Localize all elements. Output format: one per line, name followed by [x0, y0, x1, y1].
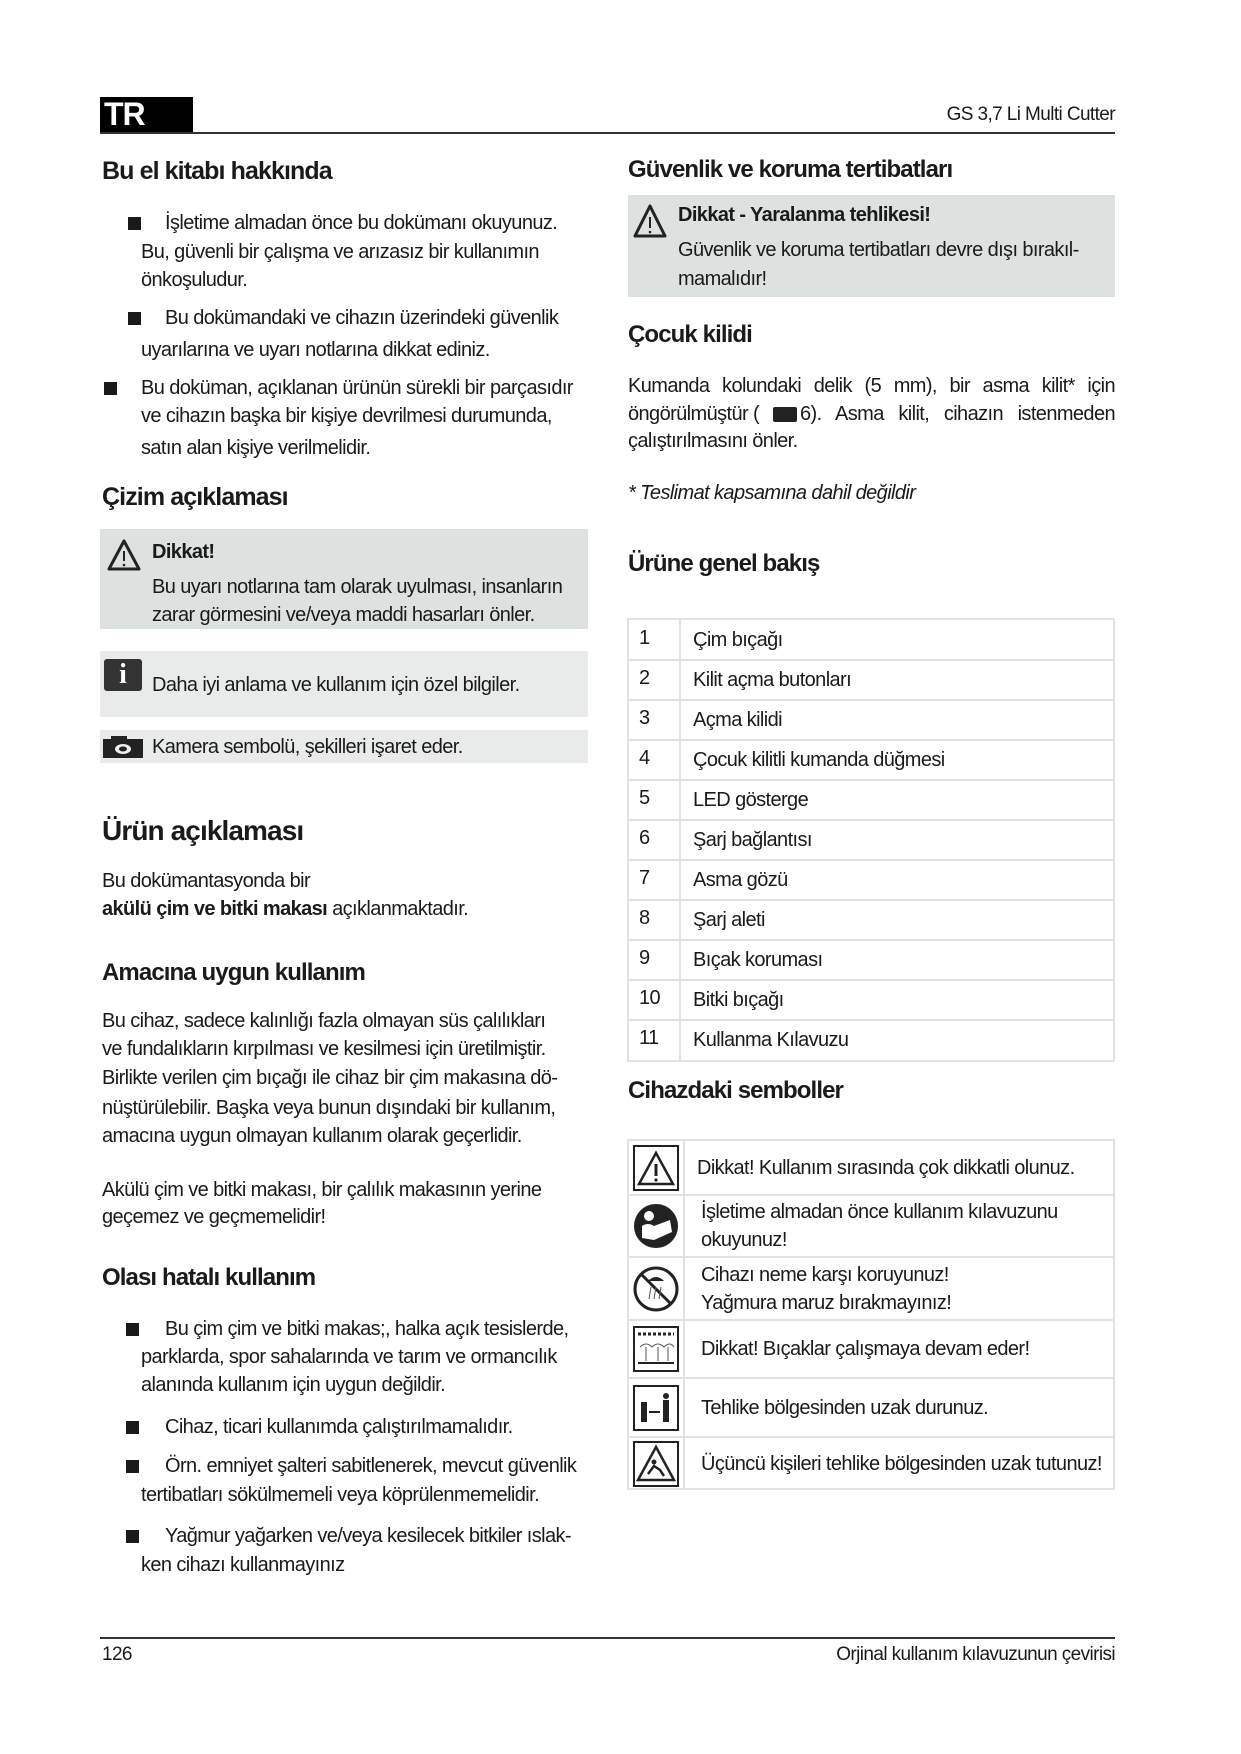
- symbol-description: Yağmura maruz bırakmayınız!: [701, 1291, 952, 1314]
- language-label: TR: [104, 96, 145, 132]
- about-bullet-1-line: önkoşuludur.: [141, 269, 248, 291]
- part-label: Çim bıçağı: [693, 629, 783, 651]
- warning-triangle-icon: [632, 203, 668, 239]
- safety-warning-text: Güvenlik ve koruma tertibatları devre dışı bırakıl-: [678, 239, 1079, 261]
- child-lock-text-part: öngörülmüştür (: [628, 403, 760, 425]
- intended-text: geçemez ve geçmemelidir!: [102, 1206, 326, 1228]
- row-divider: [629, 739, 1113, 741]
- symbol-description: Cihazı neme karşı koruyunuz!: [701, 1263, 949, 1286]
- part-number: 3: [639, 707, 650, 729]
- symbol-description: Tehlike bölgesinden uzak durunuz.: [701, 1396, 989, 1419]
- warning-triangle-icon: [632, 1144, 680, 1192]
- misuse-bullet-line: Örn. emniyet şalteri sabitlenerek, mevcut güvenlik: [165, 1455, 577, 1477]
- symbol-description: Üçüncü kişileri tehlike bölgesinden uzak tutunuz!: [701, 1452, 1102, 1475]
- symbol-description: okuyunuz!: [701, 1229, 787, 1251]
- about-bullet-3-line: Bu doküman, açıklanan ürünün sürekli bir parçasıdır: [141, 377, 573, 399]
- intended-text: amacına uygun olmayan kullanım olarak geçerlidir.: [102, 1125, 522, 1147]
- section-title-intended-use: Amacına uygun kullanım: [102, 959, 365, 986]
- intended-text: Bu cihaz, sadece kalınlığı fazla olmayan süs çalılıkları: [102, 1010, 546, 1032]
- part-number: 11: [639, 1027, 659, 1049]
- part-number: 2: [639, 667, 650, 689]
- blades-run-on-icon: [632, 1325, 680, 1373]
- bullet-icon: [126, 1530, 139, 1543]
- bullet-icon: [126, 1323, 139, 1336]
- section-title-about: Bu el kitabı hakkında: [102, 157, 332, 185]
- part-label: LED gösterge: [693, 789, 809, 811]
- row-divider: [629, 779, 1113, 781]
- camera-text: Kamera sembolü, şekilleri işaret eder.: [152, 736, 463, 758]
- row-divider: [629, 699, 1113, 701]
- part-number: 6: [639, 827, 650, 849]
- footer-note: Orjinal kullanım kılavuzunun çevirisi: [836, 1644, 1115, 1665]
- part-number: 1: [639, 627, 650, 649]
- misuse-bullet-line: Cihaz, ticari kullanımda çalıştırılmamalıdır.: [165, 1416, 513, 1438]
- part-label: Açma kilidi: [693, 709, 782, 731]
- product-name: GS 3,7 Li Multi Cutter: [946, 104, 1115, 125]
- bullet-icon: [104, 382, 117, 395]
- misuse-bullet-line: parklarda, spor sahalarında ve tarım ve ormancılık: [141, 1346, 557, 1368]
- child-lock-text: [628, 400, 1115, 428]
- bullet-icon: [126, 1421, 139, 1434]
- row-divider: [629, 659, 1113, 661]
- part-label: Çocuk kilitli kumanda düğmesi: [693, 749, 945, 771]
- overview-table: [627, 618, 1115, 1062]
- bullet-icon: [128, 217, 141, 230]
- part-label: Kullanma Kılavuzu: [693, 1029, 849, 1051]
- about-bullet-3-line: satın alan kişiye verilmelidir.: [141, 437, 371, 459]
- section-title-child-lock: Çocuk kilidi: [628, 321, 752, 348]
- symbol-description: Dikkat! Bıçaklar çalışmaya devam eder!: [701, 1338, 1030, 1360]
- warning-text: zarar görmesini ve/veya maddi hasarları önler.: [152, 604, 535, 626]
- about-bullet-1-line: Bu, güvenli bir çalışma ve arızasız bir kullanımın: [141, 241, 539, 263]
- camera-icon: [773, 407, 797, 422]
- section-title-safety: Güvenlik ve koruma tertibatları: [628, 156, 953, 183]
- part-number: 5: [639, 787, 650, 809]
- product-text: [102, 895, 468, 923]
- column-divider: [679, 620, 681, 1060]
- symbols-table: [627, 1139, 1115, 1490]
- warning-triangle-icon: [106, 538, 142, 572]
- misuse-bullet-line: Bu çim çim ve bitki makas;, halka açık tesislerde,: [165, 1318, 569, 1340]
- section-title-product: Ürün açıklaması: [102, 815, 304, 846]
- child-lock-text: çalıştırılmasını önler.: [628, 430, 798, 452]
- intended-text: Birlikte verilen çim bıçağı ile cihaz bir çim makasına dö-: [102, 1067, 558, 1089]
- row-divider: [629, 1194, 1113, 1196]
- keep-distance-icon: [632, 1384, 680, 1432]
- row-divider: [629, 939, 1113, 941]
- section-title-symbols: Cihazdaki semboller: [628, 1077, 843, 1104]
- part-number: 9: [639, 947, 650, 969]
- intended-text: ve fundalıkların kırpılması ve kesilmesi için üretilmiştir.: [102, 1038, 546, 1060]
- about-bullet-1-line: İşletime almadan önce bu dokümanı okuyunuz.: [165, 212, 558, 234]
- misuse-bullet-line: ken cihazı kullanmayınız: [141, 1554, 345, 1576]
- symbol-description: Dikkat! Kullanım sırasında çok dikkatli olunuz.: [697, 1157, 1075, 1179]
- child-lock-text-part: 6). Asma kilit, cihazın istenmeden: [800, 403, 1115, 425]
- part-label: Bıçak koruması: [693, 949, 823, 971]
- child-lock-text: Kumanda kolundaki delik (5 mm), bir asma kilit* için: [628, 375, 1115, 397]
- footnote: * Teslimat kapsamına dahil değildir: [628, 482, 916, 504]
- misuse-bullet-line: Yağmur yağarken ve/veya kesilecek bitkiler ıslak-: [165, 1525, 571, 1547]
- page-number: 126: [102, 1644, 132, 1665]
- read-manual-icon: [632, 1202, 680, 1250]
- footer-rule: [100, 1637, 1115, 1639]
- part-number: 8: [639, 907, 650, 929]
- section-title-overview: Ürüne genel bakış: [628, 550, 820, 577]
- row-divider: [629, 979, 1113, 981]
- third-persons-warning-icon: [632, 1440, 680, 1488]
- no-rain-icon: [632, 1265, 680, 1313]
- about-bullet-2-line: uyarılarına ve uyarı notlarına dikkat ediniz.: [141, 339, 490, 361]
- misuse-bullet-line: tertibatları sökülmemeli veya köprülenmemelidir.: [141, 1484, 540, 1506]
- part-number: 4: [639, 747, 650, 769]
- section-title-misuse: Olası hatalı kullanım: [102, 1264, 316, 1291]
- header-rule: [100, 132, 1115, 134]
- row-divider: [629, 819, 1113, 821]
- product-text: Bu dokümantasyonda bir: [102, 870, 311, 892]
- part-label: Kilit açma butonları: [693, 669, 852, 691]
- info-text: Daha iyi anlama ve kullanım için özel bilgiler.: [152, 674, 520, 696]
- row-divider: [629, 859, 1113, 861]
- bullet-icon: [126, 1460, 139, 1473]
- warning-title: Dikkat!: [152, 541, 215, 563]
- row-divider: [629, 1256, 1113, 1258]
- part-label: Şarj aleti: [693, 909, 765, 931]
- part-label: Bitki bıçağı: [693, 989, 784, 1011]
- part-number: 7: [639, 867, 650, 889]
- row-divider: [629, 1019, 1113, 1021]
- product-type: akülü çim ve bitki makası: [102, 898, 328, 920]
- camera-icon: [103, 736, 143, 758]
- part-label: Şarj bağlantısı: [693, 829, 812, 851]
- row-divider: [629, 899, 1113, 901]
- section-title-drawing: Çizim açıklaması: [102, 483, 288, 511]
- warning-text: Bu uyarı notlarına tam olarak uyulması, insanların: [152, 576, 563, 598]
- safety-warning-text: mamalıdır!: [678, 268, 767, 290]
- safety-warning-title: Dikkat - Yaralanma tehlikesi!: [678, 204, 931, 226]
- about-bullet-3-line: ve cihazın başka bir kişiye devrilmesi durumunda,: [141, 405, 552, 427]
- row-divider: [629, 1377, 1113, 1379]
- part-label: Asma gözü: [693, 869, 788, 891]
- bullet-icon: [128, 312, 141, 325]
- product-text-rest: açıklanmaktadır.: [327, 898, 469, 920]
- symbol-description: İşletime almadan önce kullanım kılavuzunu: [701, 1201, 1058, 1223]
- info-icon: i: [104, 659, 142, 691]
- intended-text: nüştürülebilir. Başka veya bunun dışındaki bir kullanım,: [102, 1097, 556, 1119]
- part-number: 10: [639, 987, 661, 1009]
- misuse-bullet-line: alanında kullanım için uygun değildir.: [141, 1374, 446, 1396]
- row-divider: [629, 1319, 1113, 1321]
- intended-text: Akülü çim ve bitki makası, bir çalılık makasının yerine: [102, 1179, 542, 1201]
- about-bullet-2-line: Bu dokümandaki ve cihazın üzerindeki güvenlik: [165, 307, 559, 329]
- row-divider: [629, 1436, 1113, 1438]
